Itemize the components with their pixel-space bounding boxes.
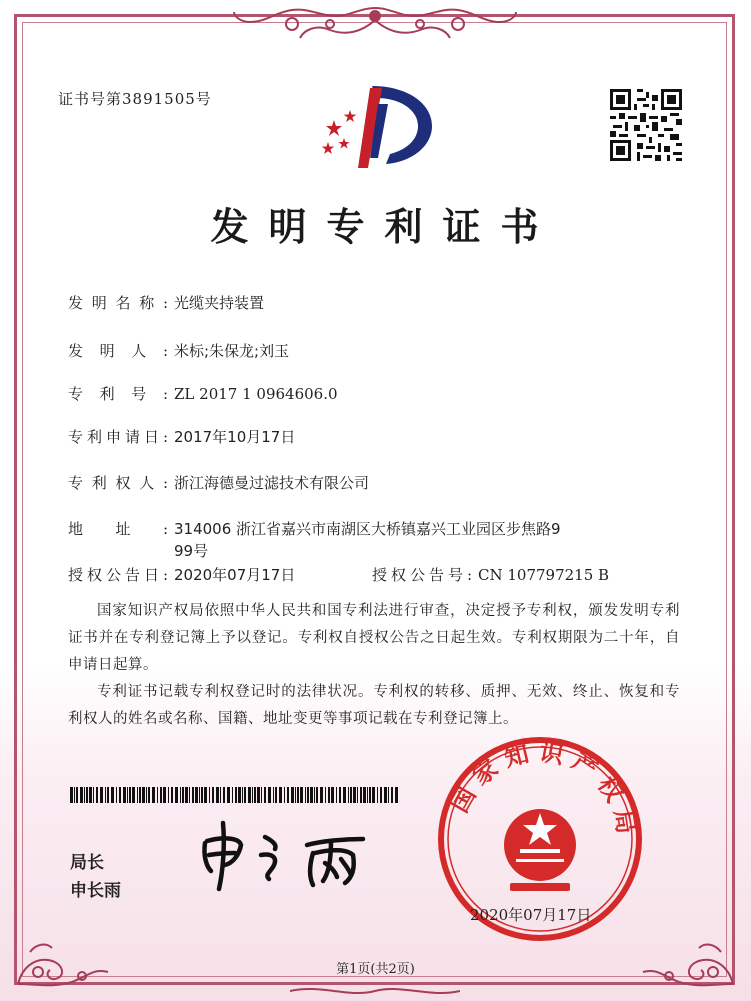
patentee-value: 浙江海德曼过滤技术有限公司 — [174, 474, 370, 492]
qr-code-icon — [607, 86, 685, 164]
grant-date-row — [68, 565, 295, 585]
filing-date-label: 专利申请日: — [68, 428, 168, 446]
filing-date-row — [68, 427, 295, 447]
invention-name-row — [68, 293, 264, 313]
patent-no-row — [68, 384, 338, 404]
grant-date-label: 授权公告日: — [68, 566, 168, 584]
address-row — [68, 519, 561, 539]
paragraph-1: 国家知识产权局依照中华人民共和国专利法进行审查，决定授予专利权，颁发发明专利证书并在专利登记簿上予以登记。专利权自授权公告之日起生效。专利权期限为二十年，自申请日起算。 — [68, 603, 680, 673]
seal-text: 国家知识产权局 — [444, 736, 643, 844]
invention-name-value: 光缆夹持装置 — [174, 294, 265, 312]
grant-no-label: 授权公告号: — [372, 566, 472, 584]
patentee-label: 专利权人: — [68, 474, 168, 492]
address-label: 地址: — [68, 520, 168, 538]
grant-date-value: 2020年07月17日 — [174, 566, 296, 584]
top-ornament-icon — [230, 2, 520, 46]
inventor-label: 发明人: — [68, 342, 168, 360]
barcode-icon — [70, 787, 400, 803]
patentee-row — [68, 473, 369, 493]
bottom-ornament-icon — [290, 984, 460, 998]
inventor-row — [68, 341, 289, 361]
page-footer: 第1页(共2页) — [336, 962, 415, 977]
cnipa-logo-icon — [310, 82, 440, 172]
signature-title: 局长 — [70, 853, 104, 873]
inventor-value: 米标;朱保龙;刘玉 — [174, 342, 290, 360]
certificate-number: 证书号第3891505号 — [58, 90, 212, 108]
invention-name-label: 发明名称: — [68, 294, 168, 312]
address-value-line1: 314006 浙江省嘉兴市南湖区大桥镇嘉兴工业园区步焦路9 — [174, 520, 561, 538]
document-title: 发明专利证书 — [210, 204, 559, 249]
filing-date-value: 2017年10月17日 — [174, 428, 296, 446]
grant-no-row — [372, 565, 609, 585]
address-value-line2: 99号 — [174, 542, 209, 560]
paragraph-2: 专利证书记载专利权登记时的法律状况。专利权的转移、质押、无效、终止、恢复和专利权人的姓名或名称、国籍、地址变更等事项记载在专利登记簿上。 — [68, 684, 680, 727]
grant-no-value: CN 107797215 B — [478, 566, 610, 584]
patent-no-value: ZL 2017 1 0964606.0 — [174, 385, 338, 403]
handwritten-signature-icon — [195, 815, 395, 895]
patent-no-label: 专利号: — [68, 385, 168, 403]
signatory-name: 申长雨 — [70, 881, 121, 901]
seal-date: 2020年07月17日 — [470, 906, 592, 924]
